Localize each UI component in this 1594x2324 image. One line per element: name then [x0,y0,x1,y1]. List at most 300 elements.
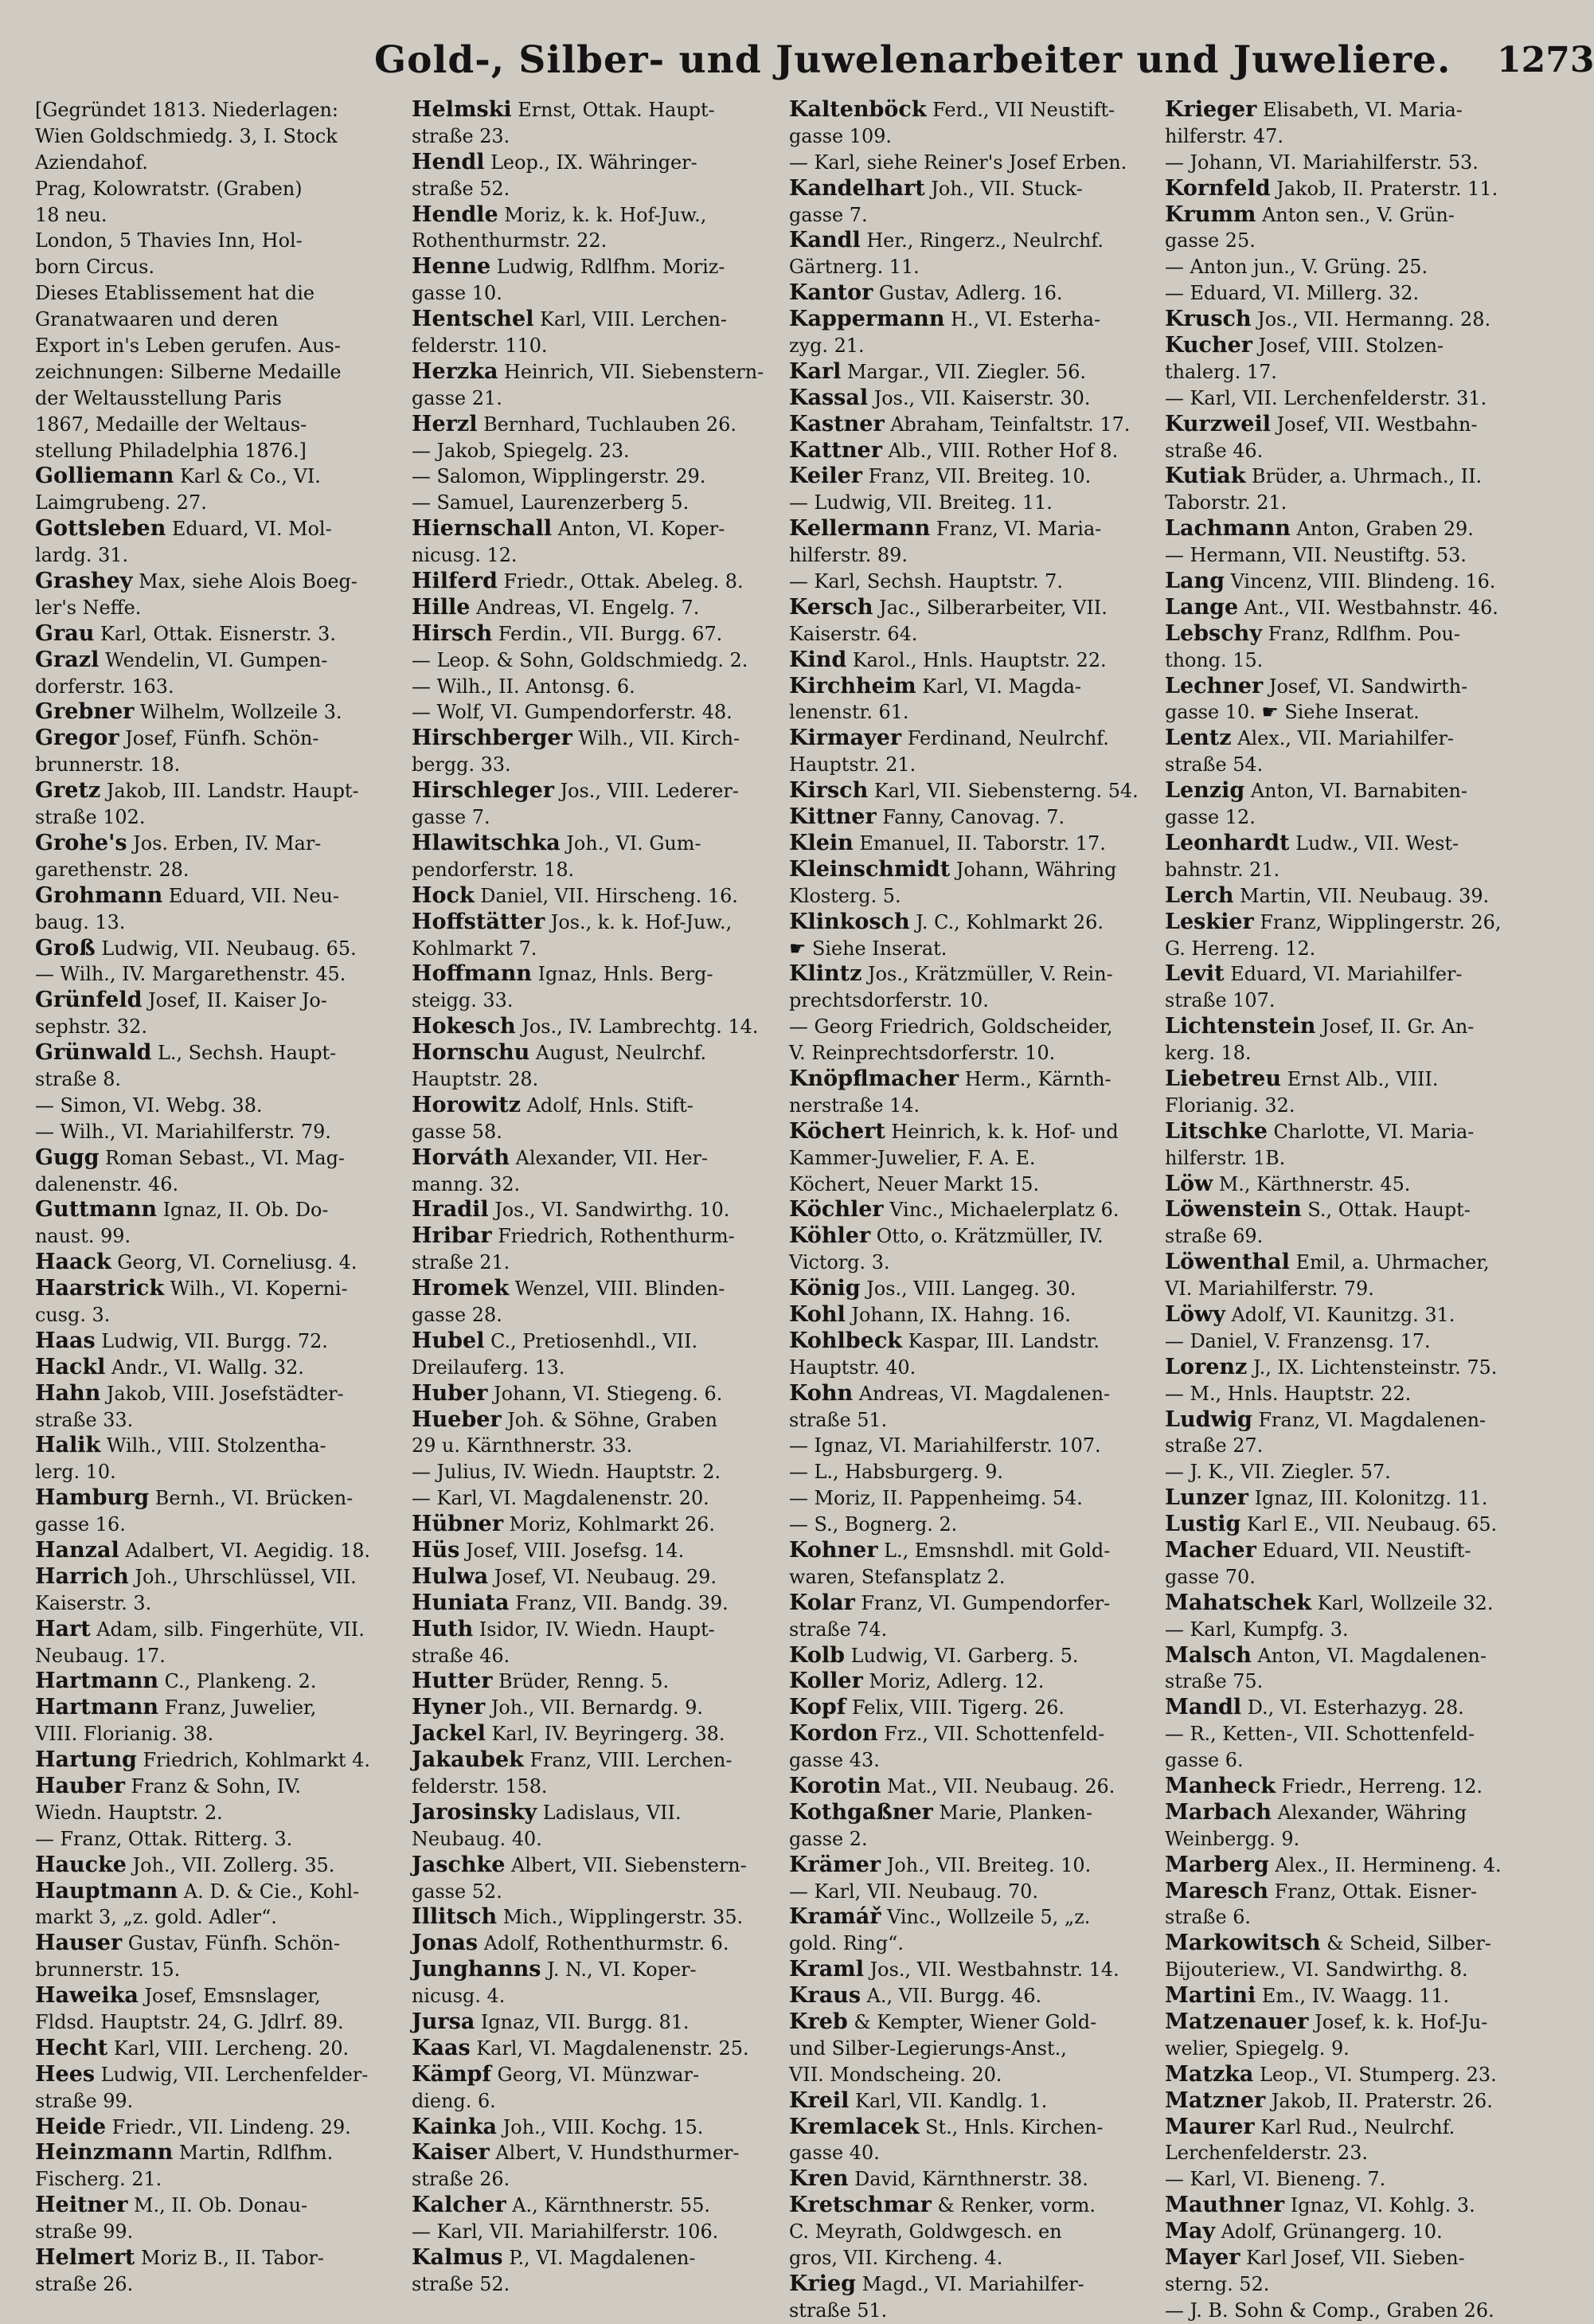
directory-entry-line [412,804,794,831]
directory-entry-line [412,1617,794,1643]
directory-entry-line [1165,1276,1547,1302]
entry-text: Ignaz, III. Kolonitzg. 11. [1248,1487,1488,1510]
entry-text: straße 46. [412,1644,510,1667]
entry-surname: Hüs [412,1537,460,1563]
directory-entry-line [412,2009,794,2036]
directory-entry-line [789,1800,1171,1826]
entry-text: brunnerstr. 18. [35,753,181,777]
entry-text: Jakob, II. Praterstr. 26. [1265,2089,1493,2112]
entry-surname: Gottsleben [35,516,166,542]
entry-text: Ignaz, VI. Kohlg. 3. [1284,2194,1475,2217]
entry-text: — J. K., VII. Ziegler. 57. [1165,1461,1391,1484]
entry-text: Jos., k. k. Hof-Juw., [545,910,733,933]
entry-text: Georg, VI. Münzwar- [491,2063,700,2086]
entry-surname: Jarosinsky [412,1799,537,1825]
entry-text: Josef, VI. Sandwirth- [1263,675,1468,698]
entry-text: — Julius, IV. Wiedn. Hauptstr. 2. [412,1461,721,1484]
entry-surname: Lichtenstein [1165,1014,1316,1039]
directory-entry-line [1165,804,1547,831]
entry-text: Franz, VIII. Lerchen- [523,1749,733,1772]
entry-text: Friedr., VII. Lindeng. 29. [106,2115,351,2138]
entry-text: Jos., VI. Sandwirthg. 10. [488,1199,730,1222]
entry-text: Anton, VI. Barnabiten- [1244,780,1467,803]
entry-text: Ferdinand, Neulrchf. [901,727,1109,750]
entry-text: sterng. 52. [1165,2272,1270,2295]
entry-text: Köchert, Neuer Markt 15. [789,1172,1040,1195]
entry-surname: Gugg [35,1144,100,1170]
directory-entry-line [35,1172,417,1198]
entry-text: [Gegründet 1813. Niederlagen: [35,99,338,121]
entry-surname: Guttmann [35,1197,157,1223]
entry-text: nicusg. 4. [412,1985,506,2008]
entry-surname: Groß [35,935,96,961]
entry-text: Vinc., Michaelerplatz 6. [883,1199,1119,1222]
directory-entry-line [412,1643,794,1669]
directory-entry-line [789,674,1171,700]
entry-surname: Klintz [789,961,862,987]
directory-entry-line [35,1355,417,1381]
directory-entry-line [412,1276,794,1302]
directory-entry-line [35,752,417,778]
entry-text: Fanny, Canovag. 7. [876,806,1065,829]
entry-surname: Kalcher [412,2193,506,2218]
directory-entry-line [412,910,794,936]
directory-entry-line [789,1617,1171,1643]
directory-entry-line [35,2009,417,2036]
directory-entry-line [412,961,794,988]
directory-entry-line [412,97,794,123]
entry-surname: Kucher [1165,333,1252,358]
directory-entry-line [35,1564,417,1590]
directory-entry-line [412,1747,794,1774]
entry-surname: Hecht [35,2035,108,2060]
directory-entry-line [412,490,794,516]
entry-surname: Hartmann [35,1695,159,1720]
entry-surname: Hauptmann [35,1878,178,1903]
directory-entry-line [789,831,1171,857]
directory-entry-line [1165,280,1547,307]
directory-entry-line [789,988,1171,1014]
entry-text: August, Neulrchf. [529,1042,707,1065]
entry-text: straße 74. [789,1618,888,1641]
directory-entry-line [1165,150,1547,176]
directory-entry-line [35,1512,417,1538]
directory-entry-line [412,674,794,700]
directory-entry-line [1165,2009,1547,2036]
entry-text: Hauptstr. 21. [789,753,916,777]
directory-entry-line [789,1538,1171,1564]
entry-surname: Kolar [789,1590,855,1615]
entry-text: Franz, VI. Maria- [930,518,1102,541]
directory-entry-line [412,464,794,490]
directory-entry-line [35,1957,417,1983]
directory-entry-line [789,699,1171,726]
directory-entry-line [35,1826,417,1853]
entry-text: Karl & Co., VI. [174,465,321,488]
directory-entry-line [789,1172,1171,1198]
entry-text: Johann, IX. Hahng. 16. [845,1303,1071,1326]
entry-text: Max, siehe Alois Boeg- [132,570,357,593]
entry-text: — Karl, Kumpfg. 3. [1165,1618,1349,1641]
directory-entry-line [1165,699,1547,726]
entry-surname: Litschke [1165,1118,1268,1144]
directory-entry-line [789,1747,1171,1774]
entry-text: bahnstr. 21. [1165,858,1280,881]
directory-entry-line [1165,988,1547,1014]
directory-entry-line [35,1066,417,1093]
entry-text: baug. 13. [35,910,126,933]
entry-surname: Lentz [1165,726,1232,751]
entry-text: straße 6. [1165,1906,1252,1929]
entry-text: gasse 58. [412,1120,502,1143]
entry-surname: Kren [789,2166,849,2192]
entry-text: — Wolf, VI. Gumpendorferstr. 48. [412,701,733,724]
entry-text: straße 26. [412,2168,510,2191]
entry-surname: Kreil [789,2087,850,2113]
directory-entry-line [789,1826,1171,1853]
entry-surname: Hirschleger [412,778,554,804]
entry-surname: Lebschy [1165,620,1263,646]
directory-entry-line [412,385,794,412]
directory-entry-line [789,97,1171,123]
directory-entry-line [789,438,1171,464]
entry-surname: Lenzig [1165,778,1245,804]
entry-text: Alb., VIII. Rother Hof 8. [881,439,1119,462]
directory-entry-line [412,1826,794,1853]
entry-surname: Matzenauer [1165,2009,1309,2035]
directory-entry-line [35,202,417,229]
entry-text: — Leop. & Sohn, Goldschmiedg. 2. [412,648,748,671]
directory-entry-line [35,2166,417,2193]
entry-surname: Hamburg [35,1485,150,1511]
entry-surname: Kantor [789,280,873,306]
entry-text: — J. B. Sohn & Comp., Graben 26. [1165,2299,1494,2322]
directory-entry-line [1165,228,1547,254]
entry-surname: Marbach [1165,1799,1272,1825]
directory-entry-line [1165,2140,1547,2166]
entry-surname: Kohl [789,1301,846,1327]
entry-surname: Hübner [412,1512,504,1537]
entry-text: Wien Goldschmiedg. 3, I. Stock [35,124,338,147]
directory-entry-line [35,1904,417,1931]
entry-text: Leop., VI. Stumperg. 23. [1253,2063,1497,2086]
directory-entry-line [412,1066,794,1093]
directory-entry-line [412,726,794,752]
entry-surname: Helmski [412,97,512,122]
entry-text: gasse 12. [1165,806,1256,829]
entry-text: Josef, Emsnslager, [138,1985,321,2008]
directory-entry-line [789,542,1171,569]
directory-entry-line [35,1119,417,1145]
entry-text: born Circus. [35,256,155,279]
entry-text: — Karl, siehe Reiner's Josef Erben. [789,151,1127,174]
entry-text: straße 23. [412,124,510,147]
entry-text: Karl, VII. Kandlg. 1. [849,2089,1048,2112]
directory-entry-line [412,1014,794,1040]
directory-entry-line [789,1721,1171,1747]
directory-entry-line [35,1276,417,1302]
entry-text: Taborstr. 21. [1165,491,1287,514]
directory-entry-line [789,1276,1171,1302]
entry-text: Brüder, a. Uhrmach., II. [1245,465,1483,488]
directory-entry-line [789,2166,1171,2193]
entry-text: Rothenthurmstr. 22. [412,229,608,252]
entry-text: Anton, VI. Koper- [552,518,725,541]
entry-text: Karl Josef, VII. Sieben- [1240,2247,1465,2270]
directory-entry-line [789,2245,1171,2271]
directory-entry-line [789,1433,1171,1459]
entry-text: Kammer-Juwelier, F. A. E. [789,1146,1036,1169]
entry-text: Lerchenfelderstr. 23. [1165,2142,1369,2165]
directory-entry-line [412,1931,794,1957]
entry-surname: Maurer [1165,2114,1255,2139]
entry-surname: Hlawitschka [412,830,561,855]
entry-text: lardg. 31. [35,544,129,567]
entry-text: Abraham, Teinfaltstr. 17. [884,413,1131,436]
entry-surname: Haucke [35,1852,127,1877]
directory-entry-line [789,1643,1171,1669]
entry-surname: Kalmus [412,2245,503,2271]
entry-text: A., VII. Burgg. 46. [861,1985,1042,2008]
directory-entry-line [412,1250,794,1276]
entry-surname: Köchert [789,1118,885,1144]
directory-entry-line [412,1433,794,1459]
directory-entry-line [35,1302,417,1328]
directory-entry-line [789,1223,1171,1250]
directory-entry-line [789,385,1171,412]
entry-text: — R., Ketten-, VII. Schottenfeld- [1165,1723,1475,1746]
entry-surname: Hille [412,594,471,620]
directory-entry-line [1165,2036,1547,2062]
entry-text: manng. 32. [412,1172,521,1195]
directory-entry-line [1165,1512,1547,1538]
entry-surname: Löwenthal [1165,1250,1290,1275]
entry-text: J., IX. Lichtensteinstr. 75. [1247,1356,1498,1379]
entry-text: Wilh., VII. Kirch- [572,727,740,750]
entry-text: — M., Hnls. Hauptstr. 22. [1165,1382,1412,1405]
entry-surname: Golliemann [35,464,174,489]
entry-text: Daniel, VII. Hirscheng. 16. [474,884,738,907]
directory-entry-line [412,1197,794,1223]
entry-surname: Lange [1165,594,1239,620]
entry-text: Ludwig, VII. Lerchenfelder- [95,2063,369,2086]
entry-text: ☛ Siehe Inserat. [789,937,947,960]
directory-entry-line [1165,831,1547,857]
entry-text: der Weltausstellung Paris [35,386,282,409]
directory-entry-line [789,1355,1171,1381]
directory-entry-line [412,1485,794,1512]
directory-entry-line [35,412,417,438]
directory-entry-line [35,1485,417,1512]
entry-surname: Gretz [35,778,101,804]
directory-entry-line [35,2271,417,2298]
entry-text: H., VI. Esterha- [944,308,1101,331]
entry-text: Joh., VII. Bernardg. 9. [485,1696,704,1720]
directory-entry-line [412,2271,794,2298]
directory-entry-line [412,1721,794,1747]
entry-surname: Haack [35,1250,111,1275]
entry-text: Jos., VIII. Langeg. 30. [860,1277,1076,1301]
entry-surname: Lechner [1165,673,1264,698]
entry-surname: Hokesch [412,1014,516,1039]
directory-entry-line [1165,1564,1547,1590]
entry-text: Margar., VII. Ziegler. 56. [841,360,1087,383]
directory-entry-line [412,1590,794,1617]
page-number: 1273 [1497,40,1594,80]
entry-surname: Markowitsch [1165,1931,1321,1956]
entry-text: Jos., IV. Lambrechtg. 14. [515,1015,759,1039]
entry-text: straße 69. [1165,1225,1264,1248]
directory-entry-line [1165,752,1547,778]
directory-entry-line [789,1066,1171,1093]
entry-surname: Kandl [789,228,861,253]
entry-text: straße 75. [1165,1670,1264,1693]
entry-surname: Heinzmann [35,2140,174,2166]
directory-entry-line [1165,412,1547,438]
directory-entry-line [789,726,1171,752]
directory-entry-line [1165,2298,1547,2324]
directory-entry-line [1165,1747,1547,1774]
entry-surname: Lang [1165,569,1225,594]
directory-entry-line [412,621,794,648]
entry-text: Alexander, VII. Her- [510,1146,708,1169]
directory-entry-line [412,752,794,778]
entry-text: Andreas, VI. Magdalenen- [853,1382,1111,1405]
directory-entry-line [412,516,794,542]
entry-surname: Martini [1165,1983,1256,2009]
entry-surname: Kothgaßner [789,1799,933,1825]
directory-entry-line [35,831,417,857]
entry-surname: Mahatschek [1165,1590,1312,1615]
directory-entry-line [412,280,794,307]
entry-text: David, Kärnthnerstr. 38. [848,2168,1088,2191]
directory-entry-line [412,2062,794,2088]
directory-entry-line [1165,333,1547,359]
entry-surname: Grünfeld [35,988,143,1013]
directory-entry-line [1165,1172,1547,1198]
directory-entry-line [789,2115,1171,2141]
entry-text: prechtsdorferstr. 10. [789,989,989,1012]
entry-surname: Hartmann [35,1669,159,1694]
entry-text: — Hermann, VII. Neustiftg. 53. [1165,544,1467,567]
entry-text: Jos., VII. Hermanng. 28. [1251,308,1491,331]
entry-text: — Karl, VII. Lerchenfelderstr. 31. [1165,386,1487,409]
entry-text: gasse 21. [412,386,502,409]
entry-text: Klosterg. 5. [789,884,901,907]
entry-text: — Daniel, V. Franzensg. 17. [1165,1329,1431,1352]
directory-entry-line [412,1172,794,1198]
entry-text: Joh., VI. Gum- [560,831,701,855]
entry-surname: Krieg [789,2271,857,2296]
entry-text: Adolf, Rothenthurmstr. 6. [478,1932,729,1955]
entry-surname: Henne [412,254,491,280]
entry-text: Ferdin., VII. Burgg. 67. [492,622,723,645]
entry-text: Karl, VII. Siebensterng. 54. [868,780,1139,803]
entry-text: Wilh., VIII. Stolzentha- [100,1434,326,1457]
directory-entry-line [789,516,1171,542]
entry-surname: Ludwig [1165,1407,1252,1432]
entry-text: — Karl, VII. Mariahilferstr. 106. [412,2220,719,2244]
directory-entry-line [35,2140,417,2166]
directory-entry-line [1165,1197,1547,1223]
entry-surname: Horowitz [412,1092,522,1117]
entry-surname: Hoffstätter [412,909,545,934]
entry-text: — Jakob, Spiegelg. 23. [412,439,630,462]
entry-text: Anton, VI. Magdalenen- [1251,1644,1487,1667]
directory-entry-line [789,333,1171,359]
directory-entry-line [1165,1800,1547,1826]
directory-entry-line [35,1093,417,1119]
entry-text: Aziendahof. [35,151,148,174]
entry-text: Jos. Erben, IV. Mar- [127,831,322,855]
directory-entry-line [1165,1433,1547,1459]
entry-text: Jakob, II. Praterstr. 11. [1270,177,1498,200]
directory-entry-line [789,1590,1171,1617]
entry-text: Andreas, VI. Engelg. 7. [470,596,700,619]
directory-entry-line [789,2062,1171,2088]
entry-text: Friedrich, Rothenthurm- [491,1225,735,1248]
entry-surname: Lerch [1165,882,1234,908]
directory-entry-line [412,1879,794,1905]
entry-text: gasse 7. [412,806,490,829]
entry-surname: Kersch [789,594,873,620]
entry-surname: Kordon [789,1721,878,1747]
entry-text: Karl, VIII. Lerchen- [533,308,727,331]
entry-text: straße 33. [35,1408,134,1431]
directory-entry-line [789,595,1171,621]
directory-entry-line [35,1223,417,1250]
entry-text: garethenstr. 28. [35,858,189,881]
entry-surname: Kirmayer [789,726,902,751]
directory-entry-line [789,2193,1171,2219]
entry-text: Alex., VII. Mariahilfer- [1231,727,1454,750]
directory-entry-line [1165,648,1547,674]
directory-entry-line [789,280,1171,307]
directory-entry-line [789,307,1171,333]
directory-entry-line [412,1040,794,1066]
directory-entry-line [35,988,417,1014]
directory-entry-line [789,1564,1171,1590]
entry-text: gasse 25. [1165,229,1256,252]
entry-text: straße 21. [412,1251,510,1274]
directory-entry-line [789,910,1171,936]
entry-surname: Halik [35,1433,101,1458]
directory-entry-line [789,1904,1171,1931]
directory-entry-line [412,1695,794,1721]
directory-entry-line [412,1459,794,1485]
entry-text: Charlotte, VI. Maria- [1267,1120,1475,1143]
directory-entry-line [789,464,1171,490]
entry-text: straße 52. [412,177,510,200]
directory-entry-line [412,1355,794,1381]
directory-entry-line [35,359,417,385]
entry-text: Friedr., Ottak. Abeleg. 8. [497,570,744,593]
directory-entry-line [1165,516,1547,542]
entry-text: welier, Spiegelg. 9. [1165,2036,1350,2060]
entry-text: Ernst Alb., VIII. [1280,1067,1439,1090]
entry-text: C. Meyrath, Goldwgesch. en [789,2220,1062,2244]
entry-surname: Korotin [789,1774,881,1798]
entry-text: Jakob, III. Landstr. Haupt- [100,780,359,803]
directory-entry-line [1165,883,1547,910]
entry-text: A. D. & Cie., Kohl- [178,1880,360,1903]
directory-entry-line [789,228,1171,254]
entry-text: Johann, Währing [950,858,1117,881]
directory-entry-line [1165,1590,1547,1617]
entry-surname: Kleinschmidt [789,856,951,882]
entry-text: Ant., VII. Westbahnstr. 46. [1238,596,1498,619]
entry-text: Hauptstr. 28. [412,1067,539,1090]
